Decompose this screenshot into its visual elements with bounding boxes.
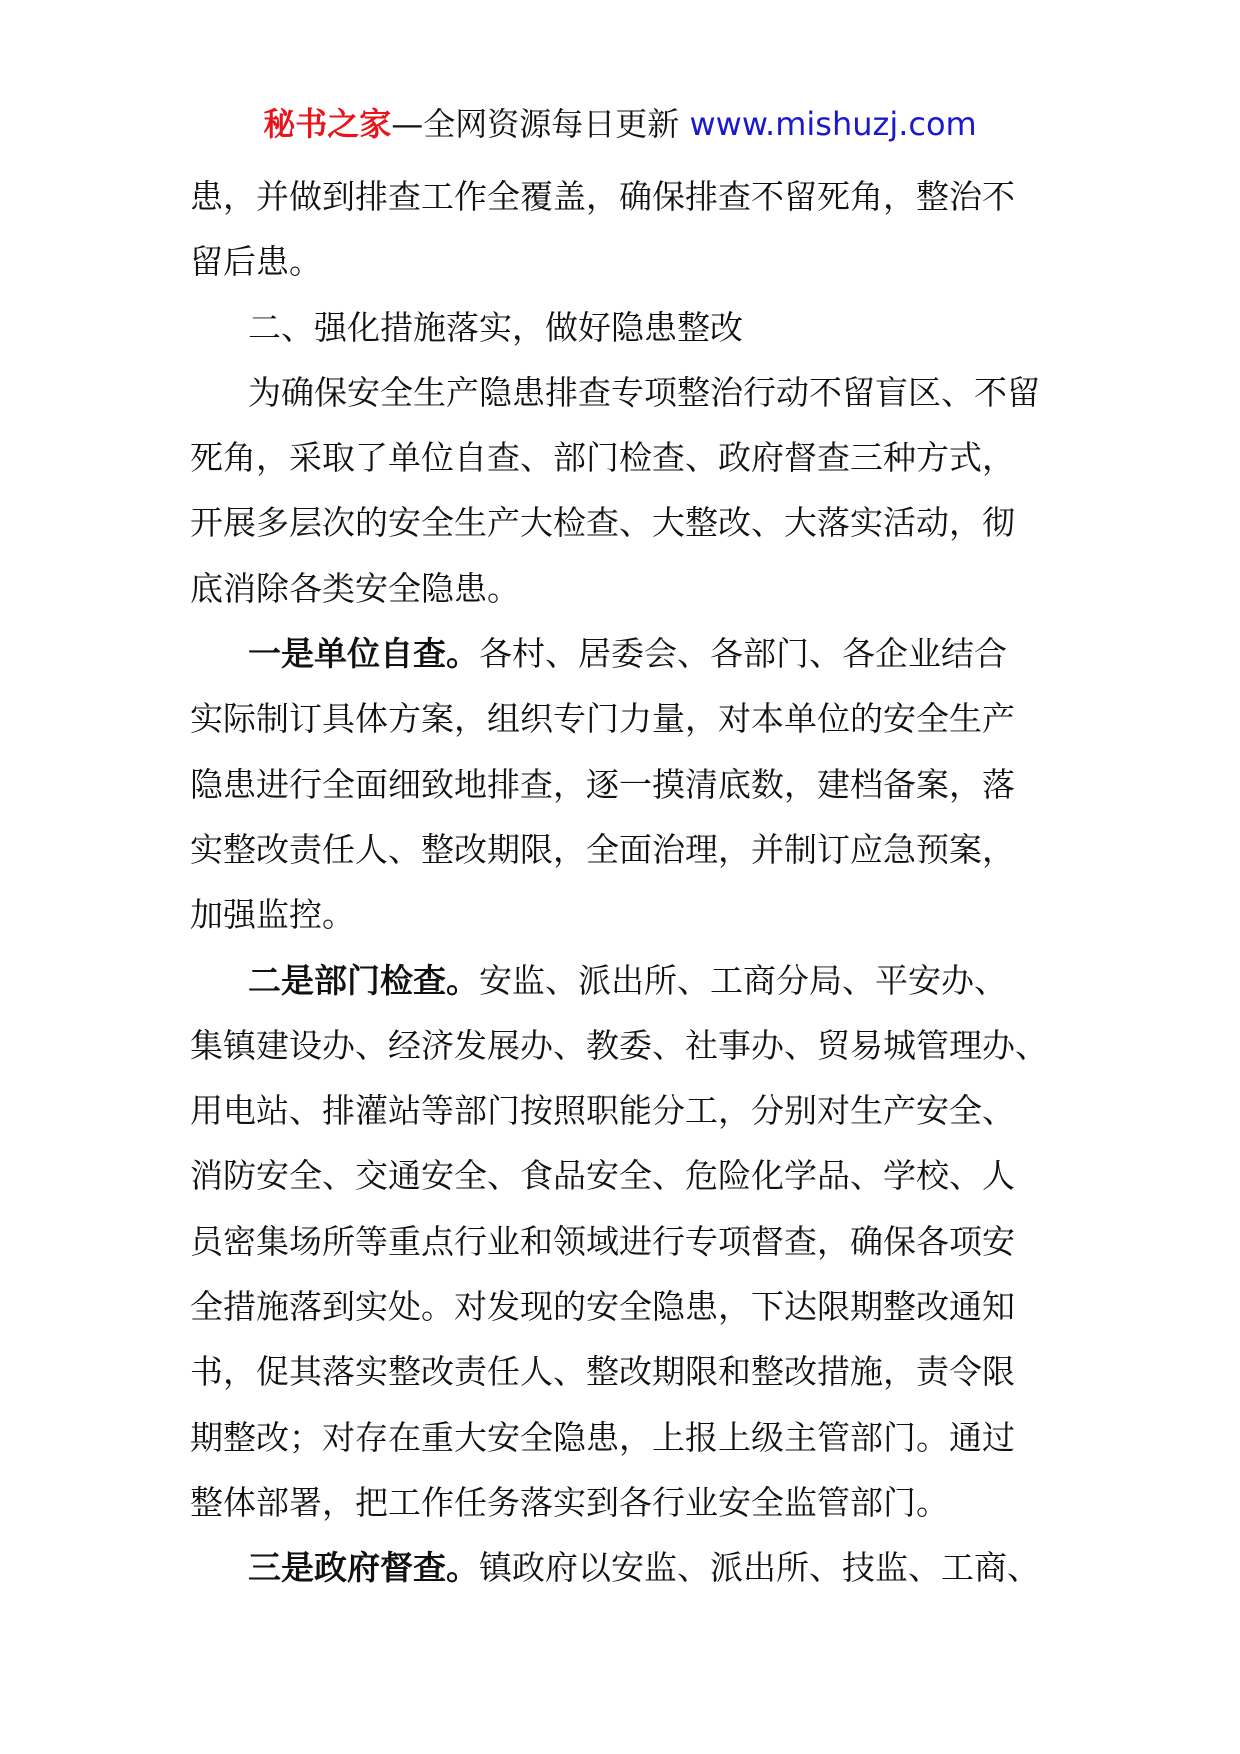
text-line: 为确保安全生产隐患排查专项整治行动不留盲区、不留 bbox=[248, 372, 1040, 412]
text-line bbox=[190, 948, 1060, 1013]
paragraph bbox=[190, 1535, 1060, 1600]
text-line: 全措施落到实处。对发现的安全隐患，下达限期整改通知 bbox=[190, 1287, 1015, 1327]
paragraph-lead: 二是部门检查。 bbox=[248, 960, 479, 1000]
document-body bbox=[190, 164, 1060, 1601]
brand-name: 秘书之家 bbox=[263, 105, 392, 143]
text-span: 各村、居委会、各部门、各企业结合 bbox=[479, 634, 1007, 674]
text-line: 实际制订具体方案，组织专门力量，对本单位的安全生产 bbox=[190, 699, 1015, 739]
text-line: 期整改；对存在重大安全隐患，上报上级主管部门。通过 bbox=[190, 1417, 1015, 1457]
text-line: 患，并做到排查工作全覆盖，确保排查不留死角，整治不 bbox=[190, 177, 1015, 216]
tagline: —全网资源每日更新 bbox=[391, 105, 690, 143]
text-line: 开展多层次的安全生产大检查、大整改、大落实活动，彻 bbox=[190, 503, 1015, 543]
text-line: 留后患。 bbox=[190, 242, 322, 282]
paragraph bbox=[190, 621, 1060, 947]
paragraph bbox=[190, 948, 1060, 1536]
text-line bbox=[190, 1535, 1060, 1600]
text-line: 实整改责任人、整改期限，全面治理，并制订应急预案， bbox=[190, 829, 1015, 869]
section-heading: 二、强化措施落实，做好隐患整改 bbox=[248, 307, 743, 347]
text-line: 隐患进行全面细致地排查，逐一摸清底数，建档备案，落 bbox=[190, 764, 1015, 804]
text-line: 消防安全、交通安全、食品安全、危险化学品、学校、人 bbox=[190, 1156, 1015, 1196]
text-line: 集镇建设办、经济发展办、教委、社事办、贸易城管理办、 bbox=[190, 1025, 1048, 1065]
paragraph bbox=[190, 360, 1060, 621]
text-line: 员密集场所等重点行业和领域进行专项督查，确保各项安 bbox=[190, 1221, 1015, 1261]
text-line: 书，促其落实整改责任人、整改期限和整改措施，责令限 bbox=[190, 1352, 1015, 1392]
text-line: 用电站、排灌站等部门按照职能分工，分别对生产安全、 bbox=[190, 1091, 1015, 1131]
paragraph-lead: 三是政府督查。 bbox=[248, 1548, 479, 1588]
text-line: 加强监控。 bbox=[190, 895, 355, 935]
text-line bbox=[190, 621, 1060, 686]
text-line: 底消除各类安全隐患。 bbox=[190, 568, 520, 608]
text-line: 死角，采取了单位自查、部门检查、政府督查三种方式， bbox=[190, 438, 1015, 478]
watermark-header bbox=[0, 104, 1240, 144]
site-url[interactable]: www.mishuzj.com bbox=[689, 105, 977, 143]
text-line: 整体部署，把工作任务落实到各行业安全监管部门。 bbox=[190, 1482, 949, 1522]
text-span: 镇政府以安监、派出所、技监、工商、 bbox=[479, 1548, 1040, 1588]
paragraph-lead: 一是单位自查。 bbox=[248, 634, 479, 674]
text-span: 安监、派出所、工商分局、平安办、 bbox=[479, 960, 1007, 1000]
